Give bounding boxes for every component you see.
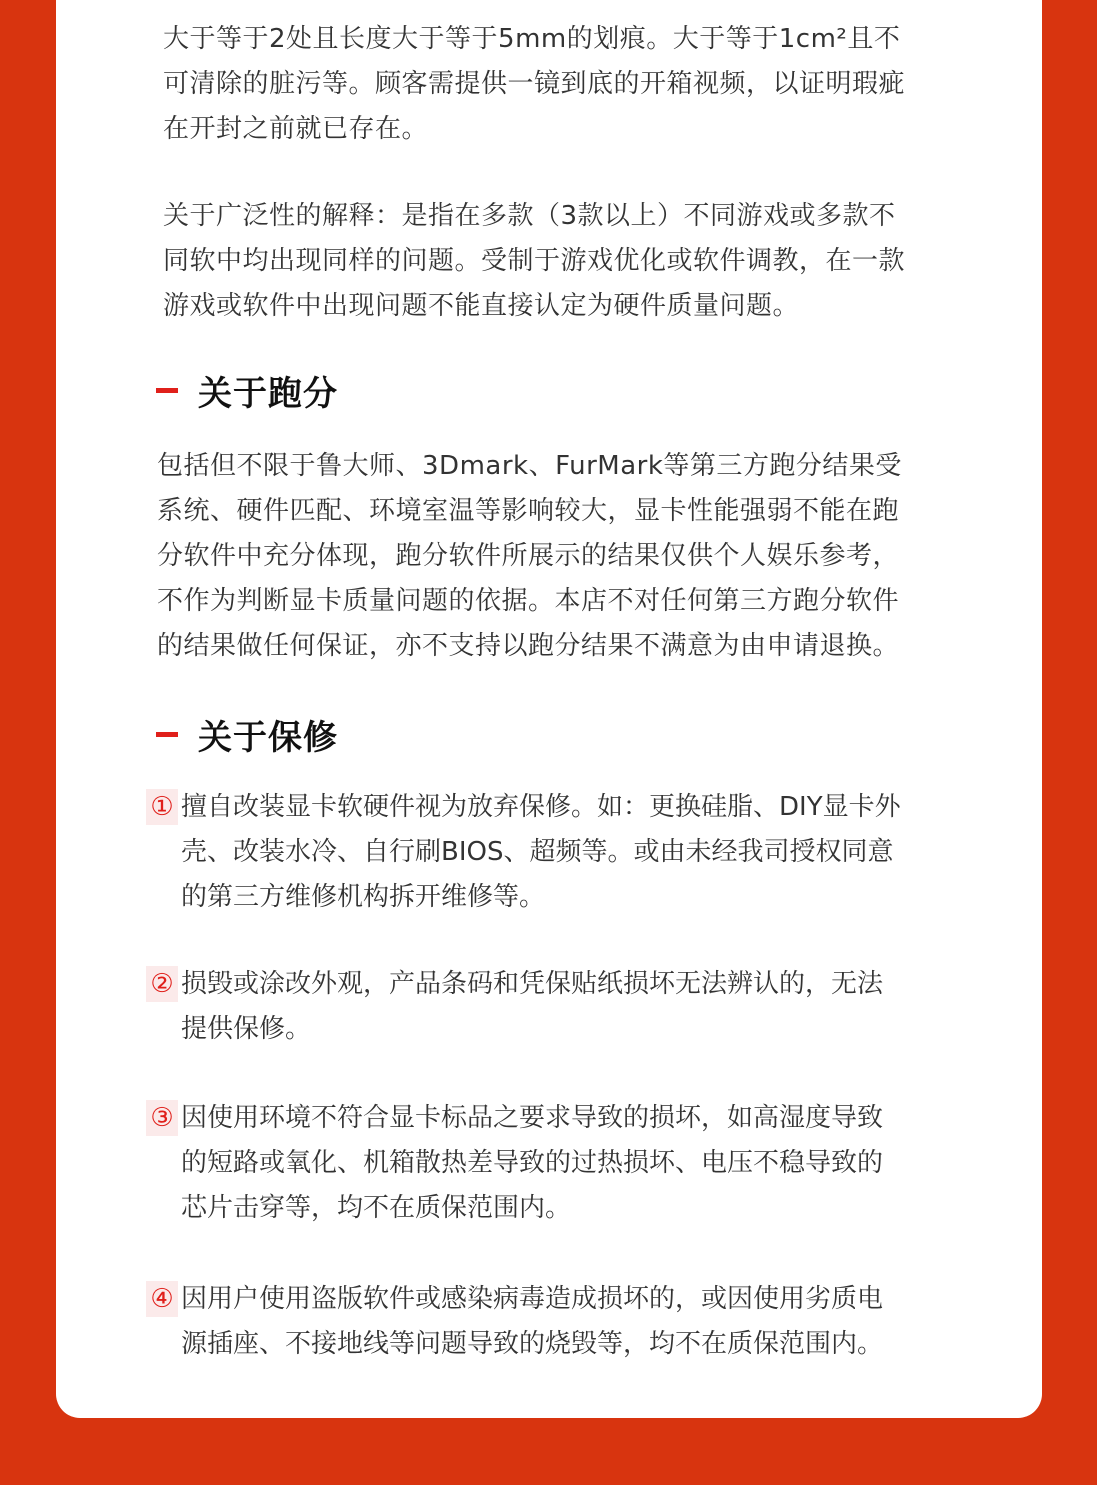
heading-dash-icon bbox=[156, 388, 178, 393]
section-heading-warranty bbox=[156, 709, 338, 759]
number-badge-icon: ② bbox=[146, 966, 178, 1002]
warranty-item-text: 擅自改装显卡软硬件视为放弃保修。如：更换硅脂、DIY显卡外 壳、改装水冷、自行刷BIOS、超频等。或由未经我司授权同意 的第三方维修机构拆开维修等。 bbox=[181, 792, 901, 912]
warranty-item-text: 因使用环境不符合显卡标品之要求导致的损坏，如高湿度导致 的短路或氧化、机箱散热差导致的过热损坏、电压不稳导致的 芯片击穿等，均不在质保范围内。 bbox=[181, 1103, 884, 1223]
benchmark-paragraph: 包括但不限于鲁大师、3Dmark、FurMark等第三方跑分结果受 系统、硬件匹配、环境室温等影响较大，显卡性能强弱不能在跑 分软件中充分体现，跑分软件所展示的结果仅供个人娱乐参考， 不作为判断显卡质量问题的依据。本店不对任何第三方跑分软件 的结果做任何保证，亦不支持以跑分结果不满意为由申请退换。 bbox=[157, 451, 902, 661]
section-title-benchmark: 关于跑分 bbox=[198, 373, 338, 414]
intro-paragraph-scratches: 大于等于2处且长度大于等于5mm的划痕。大于等于1cm²且不 可清除的脏污等。顾客需提供一镜到底的开箱视频，以证明瑕疵 在开封之前就已存在。 bbox=[163, 24, 906, 144]
number-badge-icon: ④ bbox=[146, 1281, 178, 1317]
number-badge-icon: ③ bbox=[146, 1100, 178, 1136]
content-card bbox=[56, 0, 1042, 1418]
section-heading-benchmark bbox=[156, 365, 338, 415]
warranty-item-text: 损毁或涂改外观，产品条码和凭保贴纸损坏无法辨认的，无法 提供保修。 bbox=[181, 969, 884, 1044]
heading-dash-icon bbox=[156, 732, 178, 737]
intro-paragraph-widespread: 关于广泛性的解释：是指在多款（3款以上）不同游戏或多款不 同软中均出现同样的问题。受制于游戏优化或软件调教，在一款 游戏或软件中出现问题不能直接认定为硬件质量问题。 bbox=[163, 201, 906, 321]
number-badge-icon: ① bbox=[146, 789, 178, 825]
warranty-item-text: 因用户使用盗版软件或感染病毒造成损坏的，或因使用劣质电 源插座、不接地线等问题导致的烧毁等，均不在质保范围内。 bbox=[181, 1284, 884, 1359]
section-title-warranty: 关于保修 bbox=[198, 717, 338, 758]
